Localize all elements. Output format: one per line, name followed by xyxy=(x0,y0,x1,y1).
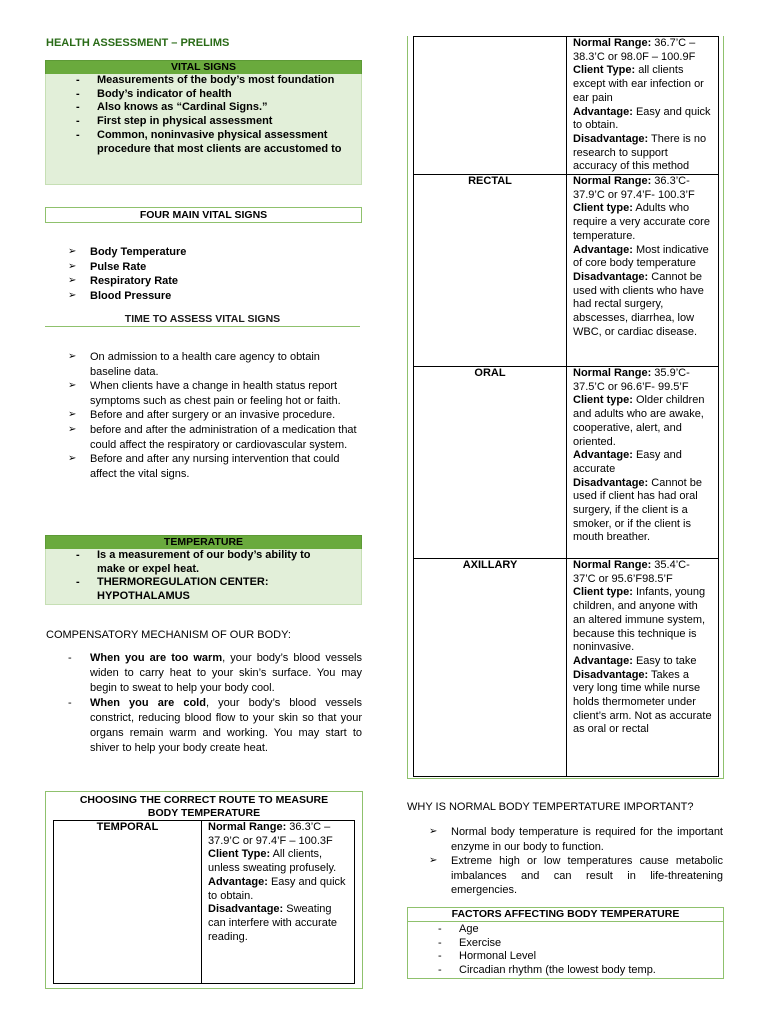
route-table-continued xyxy=(413,36,719,777)
route-details xyxy=(567,175,719,367)
label-disadvantage: Disadvantage: xyxy=(573,270,649,283)
route-details xyxy=(202,821,355,984)
normal-range-value: 36.3’C- 37.9’C or 97.4’F- 100.3’F xyxy=(573,175,695,201)
list-item: ➢ Before and after any nursing intervention that could affect the vital signs. xyxy=(46,452,358,481)
list-item: - Body’s indicator of health xyxy=(46,88,353,102)
temperature-box xyxy=(45,549,362,605)
advantage-value: Most indicative of core body temperature xyxy=(573,243,709,270)
table-row xyxy=(414,367,719,559)
disadvantage-value: Takes a very long time while nurse holds thermometer under client’s arm. Not as accurate as oral or rectal xyxy=(573,668,712,736)
temperature-list xyxy=(46,549,361,604)
label-client-type: Client type: xyxy=(573,394,633,407)
label-client-type: Client Type: xyxy=(573,64,636,77)
route-details xyxy=(567,37,719,175)
list-item: ➢ When clients have a change in health status report symptoms such as chest pain or feeling hot or faith. xyxy=(46,379,358,408)
table-row xyxy=(414,559,719,777)
advantage-value: Easy to take xyxy=(632,654,697,667)
route-name xyxy=(414,37,567,175)
list-item: ➢ Before and after surgery or an invasive procedure. xyxy=(46,408,358,423)
list-item xyxy=(46,651,362,696)
label-disadvantage: Disadvantage: xyxy=(573,668,649,681)
label-advantage: Advantage: xyxy=(573,449,633,462)
compensatory-lead: When you are cold xyxy=(90,697,206,709)
list-item: - THERMOREGULATION CENTER: HYPOTHALAMUS xyxy=(46,576,341,603)
advantage-value: Easy and accurate xyxy=(573,449,682,475)
client-type-value: Adults who require a very accurate core temperature. xyxy=(573,202,710,242)
route-name: AXILLARY xyxy=(414,559,567,777)
client-type-value: Infants, young children, and anyone with an altered immune system, because this technique is noninvasive. xyxy=(573,586,706,654)
list-item: ➢ Body Temperature xyxy=(46,245,346,260)
client-type-value: all clients except with ear infection or ear pain xyxy=(573,64,704,104)
label-disadvantage: Disadvantage: xyxy=(573,476,649,489)
route-table-heading: CHOOSING THE CORRECT ROUTE TO MEASURE BODY TEMPERATURE xyxy=(79,794,329,819)
label-normal-range: Normal Range: xyxy=(208,821,287,833)
route-table-frame xyxy=(45,791,363,989)
factors-heading: FACTORS AFFECTING BODY TEMPERATURE xyxy=(408,908,723,922)
normal-range-value: 36.7’C – 38.3’C or 98.0F – 100.9F xyxy=(573,37,696,63)
list-item: - Common, noninvasive physical assessment procedure that most clients are accustomed to xyxy=(46,129,353,156)
normal-range-value: 35.4’C- 37’C or 95.6’F98.5’F xyxy=(573,559,690,585)
factors-box xyxy=(407,907,724,979)
compensatory-text: , your body’s blood vessels constrict, reducing blood flow to your skin so that your organs remain warm and working. You may start to shiver to help your body create heat. xyxy=(90,697,362,754)
compensatory-list xyxy=(46,651,362,756)
list-item: ➢ Pulse Rate xyxy=(46,260,346,275)
four-main-list xyxy=(46,245,346,303)
four-main-heading: FOUR MAIN VITAL SIGNS xyxy=(45,207,362,223)
table-row xyxy=(54,821,355,984)
route-name: TEMPORAL xyxy=(54,821,202,984)
advantage-value: Easy and quick to obtain. xyxy=(208,875,346,902)
compensatory-heading: COMPENSATORY MECHANISM OF OUR BODY: xyxy=(46,629,291,641)
page-title: HEALTH ASSESSMENT – PRELIMS xyxy=(46,37,230,49)
client-type-value: Older children and adults who are awake, cooperative, alert, and oriented. xyxy=(573,394,705,448)
label-advantage: Advantage: xyxy=(573,654,633,667)
label-advantage: Advantage: xyxy=(208,875,268,888)
label-client-type: Client type: xyxy=(573,202,633,215)
compensatory-lead: When you are too warm xyxy=(90,652,223,664)
temperature-heading: TEMPERATURE xyxy=(45,535,362,550)
client-type-value: All clients, unless sweating profusely. xyxy=(208,848,337,875)
route-details xyxy=(567,559,719,777)
route-table-temporal xyxy=(53,820,355,984)
label-normal-range: Normal Range: xyxy=(573,37,652,49)
time-to-assess-list xyxy=(46,350,358,481)
disadvantage-value: Cannot be used with clients who have had rectal surgery, abscesses, diarrhea, low WBC, or cardiac disease. xyxy=(573,270,704,338)
list-item: - Also knows as “Cardinal Signs.” xyxy=(46,101,353,115)
label-disadvantage: Disadvantage: xyxy=(573,132,649,145)
list-item: - Is a measurement of our body’s ability to make or expel heat. xyxy=(46,549,341,576)
label-normal-range: Normal Range: xyxy=(573,175,652,188)
route-table-continued-frame xyxy=(407,36,724,779)
normal-range-value: 36.3’C – 37.9’C or 97.4’F – 100.3F xyxy=(208,821,333,847)
table-row xyxy=(414,37,719,175)
why-normal-heading: WHY IS NORMAL BODY TEMPERTATURE IMPORTANT? xyxy=(407,801,694,813)
why-normal-list xyxy=(407,825,723,898)
list-item: - Circadian rhythm (the lowest body temp. xyxy=(408,964,723,978)
advantage-value: Easy and quick to obtain. xyxy=(573,105,711,132)
route-details xyxy=(567,367,719,559)
list-item: ➢ Blood Pressure xyxy=(46,289,346,304)
list-item: ➢ before and after the administration of a medication that could affect the respiratory or cardiovascular system. xyxy=(46,423,358,452)
label-advantage: Advantage: xyxy=(573,105,633,118)
table-row xyxy=(414,175,719,367)
factors-list xyxy=(408,923,723,978)
list-item: - Age xyxy=(408,923,723,937)
label-client-type: Client Type: xyxy=(208,848,271,861)
label-normal-range: Normal Range: xyxy=(573,367,652,380)
list-item: ➢ Respiratory Rate xyxy=(46,274,346,289)
list-item: ➢ Normal body temperature is required for the important enzyme in our body to function. xyxy=(407,825,723,854)
time-to-assess-heading: TIME TO ASSESS VITAL SIGNS xyxy=(45,312,360,327)
disadvantage-value: Sweating can interfere with accurate reading. xyxy=(208,903,338,943)
label-client-type: Client type: xyxy=(573,586,633,599)
list-item xyxy=(46,696,362,756)
label-normal-range: Normal Range: xyxy=(573,559,652,572)
normal-range-value: 35.9’C- 37.5’C or 96.6’F- 99.5’F xyxy=(573,367,690,393)
list-item: ➢ Extreme high or low temperatures cause metabolic imbalances and can result in life-threatening emergencies. xyxy=(407,854,723,898)
list-item: ➢ On admission to a health care agency to obtain baseline data. xyxy=(46,350,358,379)
vital-signs-box xyxy=(45,74,362,185)
list-item: - Measurements of the body’s most foundation xyxy=(46,74,353,88)
list-item: - First step in physical assessment xyxy=(46,115,353,129)
disadvantage-value: There is no research to support accuracy of this method xyxy=(573,132,707,173)
list-item: - Exercise xyxy=(408,937,723,951)
route-name: RECTAL xyxy=(414,175,567,367)
label-advantage: Advantage: xyxy=(573,243,633,256)
disadvantage-value: Cannot be used if client has had oral surgery, if the client is a smoker, or if the client is mouth breather. xyxy=(573,476,703,544)
route-name: ORAL xyxy=(414,367,567,559)
vital-signs-list xyxy=(46,74,361,156)
label-disadvantage: Disadvantage: xyxy=(208,903,284,916)
compensatory-text: , your body’s blood vessels widen to carry heat to your skin’s surface. You may begin to sweat to help your body cool. xyxy=(90,652,363,694)
vital-signs-heading: VITAL SIGNS xyxy=(45,60,362,75)
list-item: - Hormonal Level xyxy=(408,950,723,964)
